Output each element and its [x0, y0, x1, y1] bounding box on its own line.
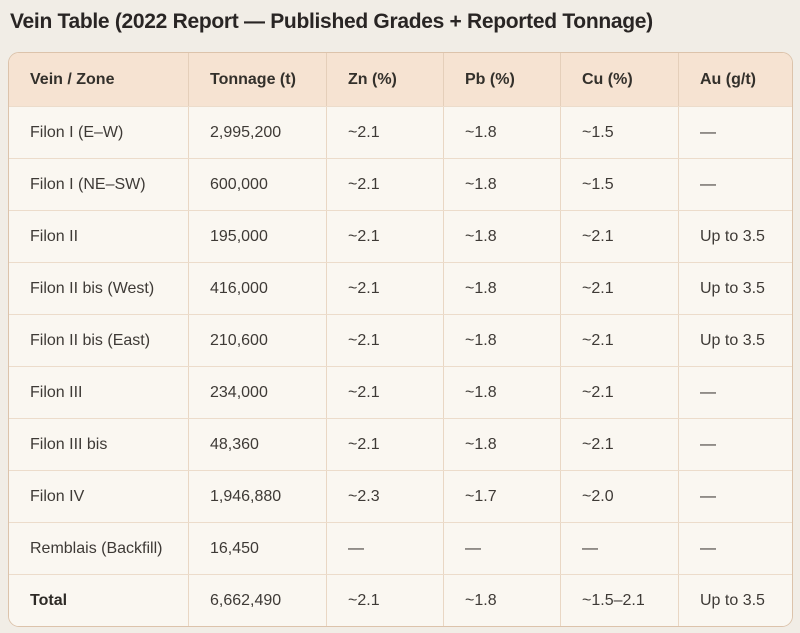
- table-row: [9, 366, 792, 418]
- cell-au: —: [678, 471, 792, 522]
- cell-cu: —: [560, 523, 678, 574]
- cell-au: Up to 3.5: [678, 315, 792, 366]
- column-header-pb: Pb (%): [443, 53, 560, 106]
- cell-cu: ~2.1: [560, 315, 678, 366]
- cell-vein-zone: Filon I (NE–SW): [30, 175, 146, 193]
- cell-pb: ~1.8: [443, 211, 560, 262]
- cell-tonnage: 416,000: [188, 263, 326, 314]
- cell-vein-zone: Filon II: [30, 227, 79, 245]
- cell-vein-zone: Filon III bis: [30, 435, 108, 453]
- table-row: [9, 158, 792, 210]
- column-header-vein-zone: Vein / Zone: [30, 70, 115, 88]
- cell-zn: ~2.1: [326, 419, 443, 470]
- cell-tonnage: 16,450: [188, 523, 326, 574]
- column-header-zn: Zn (%): [326, 53, 443, 106]
- cell-vein-zone: Filon II bis (East): [30, 331, 151, 349]
- table-row: [9, 210, 792, 262]
- table-row: [9, 106, 792, 158]
- column-header-cu: Cu (%): [560, 53, 678, 106]
- table-row: [9, 418, 792, 470]
- cell-vein-zone: Total: [30, 591, 68, 609]
- cell-zn: ~2.3: [326, 471, 443, 522]
- cell-tonnage: 1,946,880: [188, 471, 326, 522]
- vein-table: [8, 52, 793, 627]
- cell-tonnage: 6,662,490: [188, 575, 326, 626]
- cell-au: Up to 3.5: [678, 211, 792, 262]
- cell-zn: ~2.1: [326, 159, 443, 210]
- cell-au: Up to 3.5: [678, 263, 792, 314]
- cell-tonnage: 234,000: [188, 367, 326, 418]
- cell-cu: ~2.1: [560, 263, 678, 314]
- cell-vein-zone: Filon II bis (West): [30, 279, 155, 297]
- page-title: Vein Table (2022 Report — Published Grades + Reported Tonnage): [10, 10, 653, 33]
- cell-pb: ~1.8: [443, 419, 560, 470]
- cell-pb: ~1.8: [443, 107, 560, 158]
- cell-au: —: [678, 367, 792, 418]
- column-header-tonnage: Tonnage (t): [188, 53, 326, 106]
- cell-tonnage: 600,000: [188, 159, 326, 210]
- cell-vein-zone: Remblais (Backfill): [30, 539, 163, 557]
- cell-cu: ~2.0: [560, 471, 678, 522]
- cell-au: —: [678, 419, 792, 470]
- cell-zn: —: [326, 523, 443, 574]
- cell-tonnage: 195,000: [188, 211, 326, 262]
- cell-au: Up to 3.5: [678, 575, 792, 626]
- cell-pb: ~1.8: [443, 367, 560, 418]
- table-body: [9, 106, 792, 626]
- cell-tonnage: 210,600: [188, 315, 326, 366]
- cell-pb: —: [443, 523, 560, 574]
- table-row: [9, 314, 792, 366]
- cell-zn: ~2.1: [326, 263, 443, 314]
- cell-zn: ~2.1: [326, 211, 443, 262]
- cell-cu: ~1.5: [560, 159, 678, 210]
- table-row: [9, 522, 792, 574]
- column-header-au: Au (g/t): [678, 53, 792, 106]
- cell-au: —: [678, 523, 792, 574]
- cell-cu: ~1.5–2.1: [560, 575, 678, 626]
- cell-vein-zone: Filon III: [30, 383, 83, 401]
- table-header-row: [9, 53, 792, 106]
- cell-pb: ~1.7: [443, 471, 560, 522]
- table-row: [9, 574, 792, 626]
- cell-cu: ~2.1: [560, 419, 678, 470]
- cell-zn: ~2.1: [326, 367, 443, 418]
- cell-tonnage: 2,995,200: [188, 107, 326, 158]
- cell-pb: ~1.8: [443, 575, 560, 626]
- cell-au: —: [678, 159, 792, 210]
- cell-cu: ~2.1: [560, 211, 678, 262]
- cell-au: —: [678, 107, 792, 158]
- cell-zn: ~2.1: [326, 575, 443, 626]
- cell-pb: ~1.8: [443, 159, 560, 210]
- cell-cu: ~2.1: [560, 367, 678, 418]
- cell-pb: ~1.8: [443, 315, 560, 366]
- table-row: [9, 262, 792, 314]
- cell-tonnage: 48,360: [188, 419, 326, 470]
- table-row: [9, 470, 792, 522]
- cell-pb: ~1.8: [443, 263, 560, 314]
- cell-vein-zone: Filon I (E–W): [30, 123, 124, 141]
- cell-zn: ~2.1: [326, 107, 443, 158]
- cell-vein-zone: Filon IV: [30, 487, 85, 505]
- cell-zn: ~2.1: [326, 315, 443, 366]
- cell-cu: ~1.5: [560, 107, 678, 158]
